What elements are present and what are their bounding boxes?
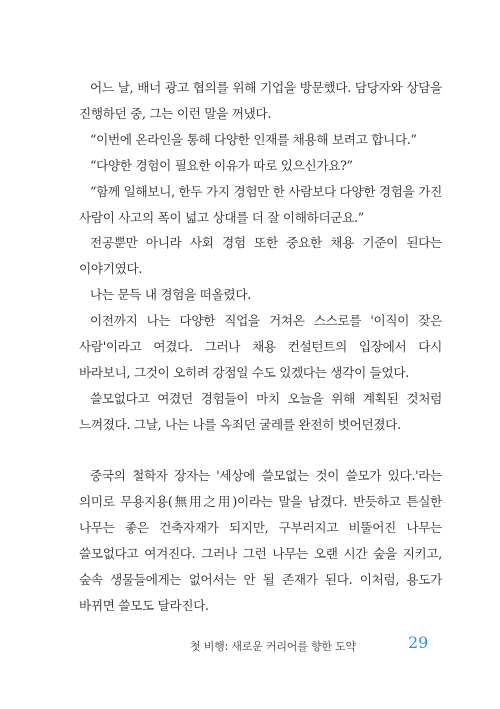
body-text-section-2 [79,463,442,618]
page-number: 29 [408,633,429,652]
paragraph: 중국의 철학자 장자는 '세상에 쓸모없는 것이 쓸모가 있다.'라는 의미로 무용지용(無用之用)이라는 말을 남겼다. 반듯하고 튼실한 나무는 좋은 건축자재가 되지만, 구부러지고 비뚤어진 나무는 쓸모없다고 여겨진다. 그러나 그런 나무는 오랜 시간 숲을 지키고, 숲속 생물들에게는 없어서는 안 될 존재가 된다. 이처럼, 용도가 바뀌면 쓸모도 달라진다. [79,468,442,613]
running-footer-title: 첫 비행: 새로운 커리어를 향한 도약 [190,640,356,653]
paragraph: “함께 일해보니, 한두 가지 경험만 한 사람보다 다양한 경험을 가진 사람이 사고의 폭이 넓고 상대를 더 잘 이해하더군요.” [79,183,442,225]
body-text-section-1 [79,75,442,438]
paragraph: 나는 문득 내 경험을 떠올렸다. [90,287,251,303]
paragraph: 쓸모없다고 여겼던 경험들이 마치 오늘을 위해 계획된 것처럼 느껴졌다. 그날, 나는 나를 옥죄던 굴레를 완전히 벗어던졌다. [79,390,442,432]
paragraph: “이번에 온라인을 통해 다양한 인재를 채용해 보려고 합니다.” [90,131,417,147]
paragraph: 어느 날, 배너 광고 협의를 위해 기업을 방문했다. 담당자와 상담을 진행하던 중, 그는 이런 말을 꺼냈다. [79,80,442,121]
paragraph: 이전까지 나는 다양한 직업을 거쳐온 스스로를 '이직이 잦은 사람'이라고 여겼다. 그러나 채용 컨설턴트의 입장에서 다시 바라보니, 그것이 오히려 강점일 수도 있겠다는 생각이 들었다. [79,313,442,380]
paragraph: 전공뿐만 아니라 사회 경험 또한 중요한 채용 기준이 된다는 이야기였다. [79,235,442,277]
paragraph: “다양한 경험이 필요한 이유가 따로 있으신가요?” [90,157,353,173]
